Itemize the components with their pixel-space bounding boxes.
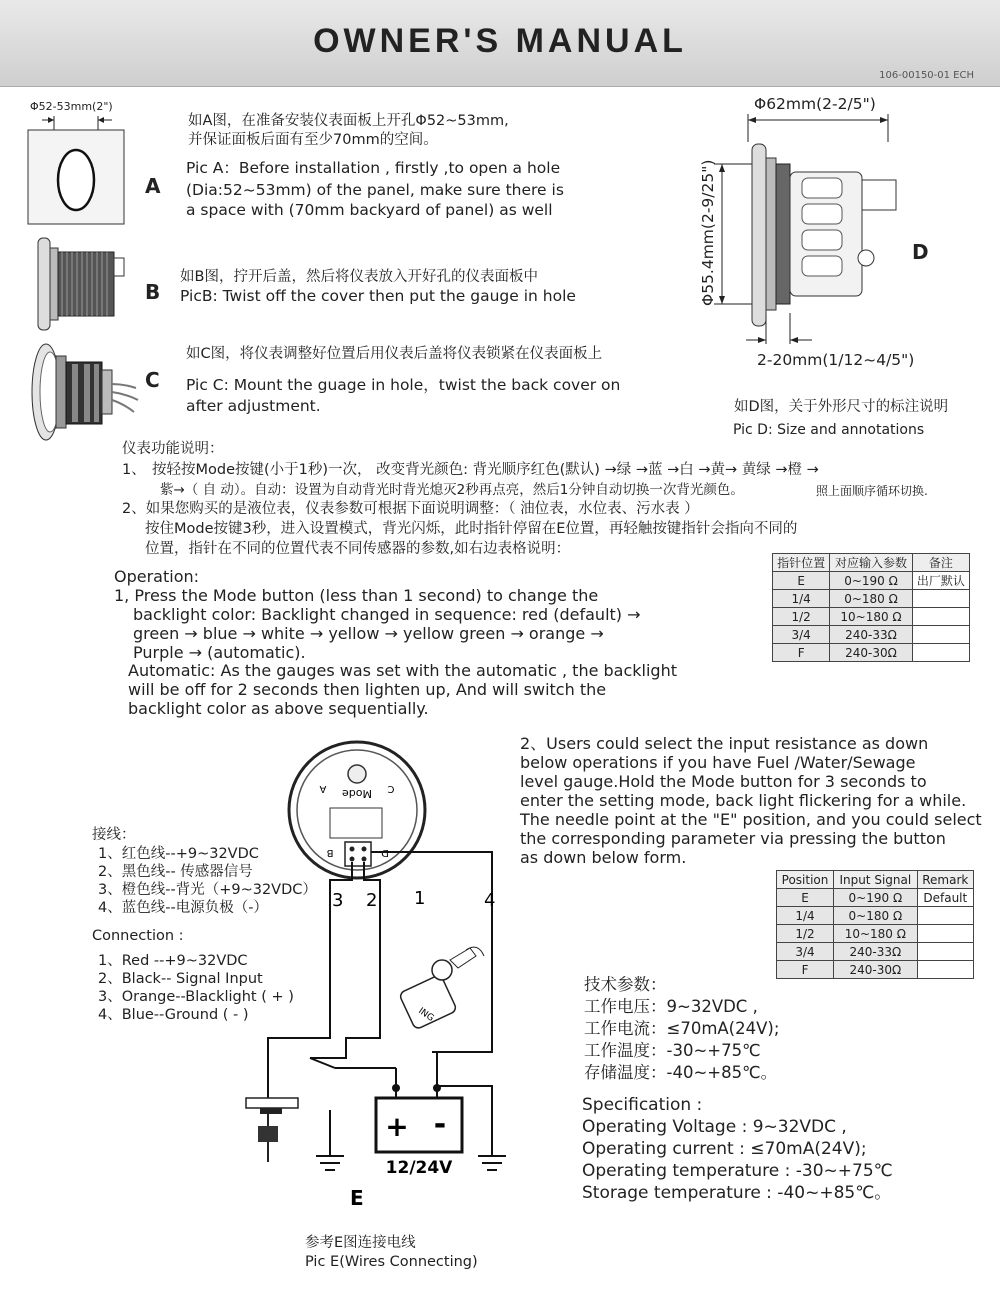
spec-en-item2: Operating current : ≤70mA(24V); <box>582 1139 867 1159</box>
gauge-letter-b: B <box>326 847 334 858</box>
table-cell: F <box>777 961 834 979</box>
battery-voltage: 12/24V <box>385 1158 453 1178</box>
table-cell: Default <box>917 889 973 907</box>
operation-line3: green → blue → white → yellow → yellow green → orange → <box>133 624 604 643</box>
wiring-cn-item2: 2、黑色线-- 传感器信号 <box>98 864 253 880</box>
wire-number-2: 2 <box>366 890 378 911</box>
pic-a-dimension: Φ52-53mm(2") <box>30 100 113 113</box>
table-cell: 240-30Ω <box>830 644 912 662</box>
pic-b-en: PicB: Twist off the cover then put the gauge in hole <box>180 287 576 305</box>
operation2-line5: The needle point at the "E" position, and you could select <box>520 810 982 829</box>
pic-a-en-line3: a space with (70mm backyard of panel) as well <box>186 201 553 219</box>
spec-cn-item3: 工作温度：-30~+75℃ <box>584 1041 761 1060</box>
operation2-line4: enter the setting mode, back light flickering for a while. <box>520 791 967 810</box>
pic-d-label: D <box>912 240 929 264</box>
table-cell: F <box>773 644 830 662</box>
battery-plus: + <box>385 1110 409 1143</box>
operation-line2: backlight color: Backlight changed in sequence: red (default) → <box>133 605 641 624</box>
table-cell: E <box>777 889 834 907</box>
function-cn-title: 仪表功能说明： <box>122 441 224 457</box>
spec-en-item1: Operating Voltage : 9~32VDC , <box>582 1117 847 1137</box>
function-cn-item1-number: 1、 <box>122 462 146 478</box>
operation-line5: Automatic: As the gauges was set with the automatic , the backlight <box>128 661 677 680</box>
spec-cn-item2: 工作电流：≤70mA(24V); <box>584 1019 780 1038</box>
pic-c-en-line1: Pic C: Mount the guage in hole，twist the back cover on <box>186 376 621 394</box>
wire-number-1: 1 <box>414 888 426 909</box>
spec-cn-item1: 工作电压：9~32VDC , <box>584 997 758 1016</box>
pic-c-cn: 如C图，将仪表调整好位置后用仪表后盖将仪表锁紧在仪表面板上 <box>186 346 603 362</box>
table-header: 备注 <box>912 554 969 572</box>
sender-unit-drawing <box>246 1098 298 1162</box>
spec-en-item4: Storage temperature : -40~+85℃。 <box>582 1183 892 1203</box>
table-cell: 240-30Ω <box>834 961 918 979</box>
wire-number-3: 3 <box>332 890 344 911</box>
ignition-label: ING <box>416 1006 436 1024</box>
table-cell: 240-33Ω <box>834 943 918 961</box>
pic-d-height-dimension: Φ55.4mm(2-9/25") <box>699 159 717 306</box>
wiring-cn-item1: 1、红色线--+9~32VDC <box>98 846 259 862</box>
wiring-en-item4: 4、Blue--Ground ( - ) <box>98 1007 249 1023</box>
pic-e-caption-en: Pic E(Wires Connecting) <box>305 1254 478 1270</box>
pic-d-depth-dimension: 2-20mm(1/12~4/5") <box>757 351 915 369</box>
gauge-letter-d: D <box>381 847 389 858</box>
gauge-drawing <box>289 742 425 878</box>
function-cn-item2-line3: 位置，指针在不同的位置代表不同传感器的参数,如右边表格说明： <box>145 541 571 557</box>
table-cell: 10~180 Ω <box>834 925 918 943</box>
pic-e-caption-cn: 参考E图连接电线 <box>305 1235 416 1251</box>
page-title: OWNER'S MANUAL <box>313 22 687 60</box>
pic-a-en-line2: (Dia:52~53mm) of the panel, make sure there is <box>186 181 564 199</box>
table-cell: 0~190 Ω <box>834 889 918 907</box>
operation-line1: 1, Press the Mode button (less than 1 second) to change the <box>114 586 599 605</box>
table-cell: 出厂默认 <box>912 572 969 590</box>
battery-minus: - <box>433 1107 447 1142</box>
table-cell: 3/4 <box>777 943 834 961</box>
table-cell: 0~180 Ω <box>830 590 912 608</box>
ground-icon <box>478 1156 506 1170</box>
operation-line6: will be off for 2 seconds then lighten up, And will switch the <box>128 680 607 699</box>
pic-a-cn-line2: 并保证面板后面有至少70mm的空间。 <box>188 132 438 148</box>
spec-cn-item4: 存储温度：-40~+85℃。 <box>584 1063 778 1082</box>
wiring-cn-title: 接线： <box>92 827 136 843</box>
table-cell: 10~180 Ω <box>830 608 912 626</box>
pic-c-label: C <box>145 368 160 392</box>
table-cell: 0~190 Ω <box>830 572 912 590</box>
wire-number-4: 4 <box>484 890 496 911</box>
pic-d-en: Pic D: Size and annotations <box>733 422 925 438</box>
wiring-en-item2: 2、Black-- Signal Input <box>98 971 263 987</box>
pic-b-cn: 如B图，拧开后盖，然后将仪表放入开好孔的仪表面板中 <box>180 269 538 285</box>
operation-line7: backlight color as above sequentially. <box>128 699 429 718</box>
function-cn-item2-line1: 2、如果您购买的是液位表，仪表参数可根据下面说明调整：（ 油位表，水位表、污水表 ） <box>122 501 699 517</box>
table-header: 指针位置 <box>773 554 830 572</box>
ground-icon <box>316 1156 344 1170</box>
spec-cn-title: 技术参数： <box>584 975 667 994</box>
gauge-mode-text: Mode <box>342 787 372 800</box>
function-cn-item1-line1: 按轻按Mode按键(小于1秒)一次， 改变背光颜色: 背光顺序红色(默认) →绿 →蓝 →白 →黄→ 黄绿 →橙 → <box>152 462 819 478</box>
document-number: 106-00150-01 ECH <box>879 70 974 81</box>
ignition-switch-icon <box>399 947 484 1030</box>
pic-b-label: B <box>145 280 161 304</box>
operation-title: Operation: <box>114 567 200 586</box>
table-header: Input Signal <box>834 871 918 889</box>
operation2-line6: the corresponding parameter via pressing the button <box>520 829 946 848</box>
operation2-line1: 2、Users could select the input resistance as down <box>520 734 929 753</box>
pic-d-width-dimension: Φ62mm(2-2/5") <box>754 95 876 113</box>
table-cell: 0~180 Ω <box>834 907 918 925</box>
operation2-line7: as down below form. <box>520 848 687 867</box>
table-header: Position <box>777 871 834 889</box>
table-cell: 240-33Ω <box>830 626 912 644</box>
wiring-en-item3: 3、Orange--Blacklight ( + ) <box>98 989 294 1005</box>
table-cell: 1/2 <box>773 608 830 626</box>
pic-d-cn: 如D图，关于外形尺寸的标注说明 <box>734 399 949 415</box>
pic-a-cn-line1: 如A图，在准备安装仪表面板上开孔Φ52~53mm, <box>188 113 509 129</box>
gauge-letter-c: C <box>387 783 395 794</box>
pic-c-en-line2: after adjustment. <box>186 397 321 415</box>
spec-en-title: Specification : <box>582 1095 703 1115</box>
operation2-line2: below operations if you have Fuel /Water/Sewage <box>520 753 916 772</box>
operation-line4: Purple → (automatic). <box>133 643 306 662</box>
table-cell: E <box>773 572 830 590</box>
wiring-cn-item3: 3、橙色线--背光（+9~32VDC） <box>98 882 317 898</box>
pic-e-label: E <box>350 1186 364 1210</box>
table-header: Remark <box>917 871 973 889</box>
function-cn-item1-line2: 紫→（ 自 动）。自动：设置为自动背光时背光熄灭2秒再点亮，然后1分钟自动切换一次背光颜色。 <box>160 482 744 498</box>
spec-en-item3: Operating temperature : -30~+75℃ <box>582 1161 893 1181</box>
wiring-en-item1: 1、Red --+9~32VDC <box>98 953 248 969</box>
table-cell: 1/4 <box>777 907 834 925</box>
table-cell: 1/4 <box>773 590 830 608</box>
operation2-line3: level gauge.Hold the Mode button for 3 seconds to <box>520 772 927 791</box>
wiring-en-title: Connection : <box>92 928 184 944</box>
function-cn-item2-line2: 按住Mode按键3秒，进入设置模式，背光闪烁，此时指针停留在E位置，再轻触按键指针会指向不同的 <box>145 521 798 537</box>
wiring-cn-item4: 4、蓝色线--电源负极（-） <box>98 900 268 916</box>
table-header: 对应输入参数 <box>830 554 912 572</box>
table-cell: 1/2 <box>777 925 834 943</box>
pic-a-en-line1: Pic A：Before installation , firstly ,to open a hole <box>186 159 561 177</box>
gauge-letter-a: A <box>319 783 327 794</box>
table-cell: 3/4 <box>773 626 830 644</box>
pic-a-label: A <box>145 174 161 198</box>
function-cn-item1-line3: 照上面顺序循环切换. <box>816 484 928 498</box>
